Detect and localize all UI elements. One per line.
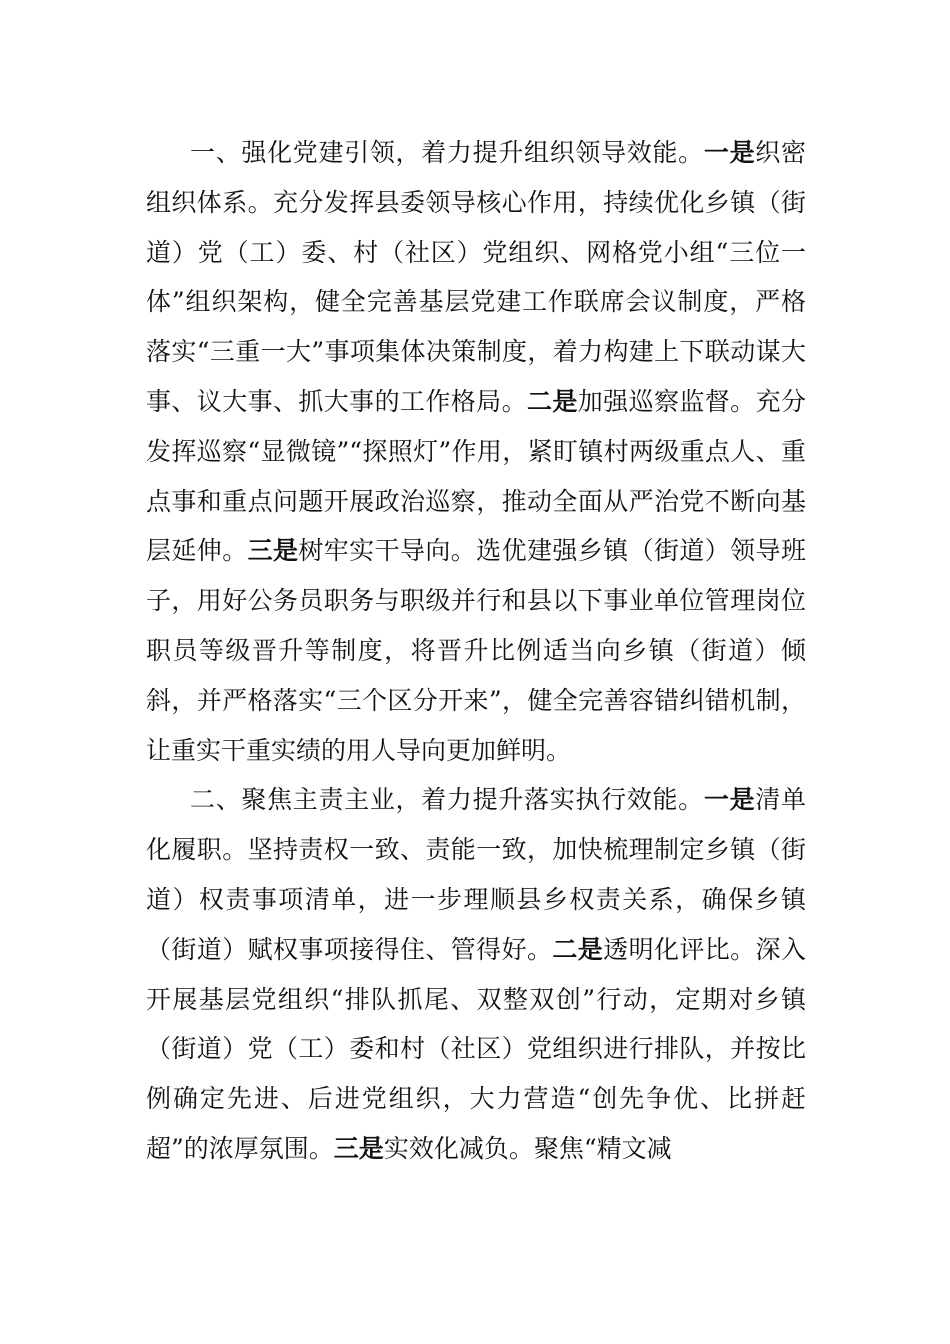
paragraph-2-text-c: 实效化减负。聚焦“精文减 xyxy=(383,1133,672,1163)
keyword-first: 一是 xyxy=(703,785,756,815)
paragraph-2-text-b: 透明化评比。深入开展基层党组织“排队抓尾、双整双创”行动，定期对乡镇（街道）党（工）委和村（社区）党组织进行排队，并按比例确定先进、后进党组织，大力营造“创先争优、比拼赶超”的浓厚氛围。 xyxy=(146,934,806,1163)
keyword-third: 三是 xyxy=(247,536,299,566)
paragraph-1-text-b: 加强巡察监督。充分发挥巡察“显微镜”“探照灯”作用，紧盯镇村两级重点人、重点事和重点问题开展政治巡察，推动全面从严治党不断向基层延伸。 xyxy=(146,386,806,566)
paragraph-1-text-a: 织密组织体系。充分发挥县委领导核心作用，持续优化乡镇（街道）党（工）委、村（社区）党组织、网格党小组“三位一体”组织架构，健全完善基层党建工作联席会议制度，严格落实“三重一大”事项集体决策制度，着力构建上下联动谋大事、议大事、抓大事的工作格局。 xyxy=(146,138,806,416)
paragraph-1-text-c: 树牢实干导向。选优建强乡镇（街道）领导班子，用好公务员职务与职级并行和县以下事业单位管理岗位职员等级晋升等制度，将晋升比例适当向乡镇（街道）倾斜，并严格落实“三个区分开来”，健全完善容错纠错机制，让重实干重实绩的用人导向更加鲜明。 xyxy=(146,536,806,765)
keyword-second: 二是 xyxy=(552,934,604,964)
keyword-first: 一是 xyxy=(703,138,756,167)
paragraph-2-heading: 二、聚焦主责主业，着力提升落实执行效能。 xyxy=(190,785,704,815)
paragraph-1 xyxy=(146,128,806,775)
document-page xyxy=(146,128,806,1174)
paragraph-2 xyxy=(146,775,806,1173)
keyword-second: 二是 xyxy=(526,386,578,416)
paragraph-2-text-a: 清单化履职。坚持责权一致、责能一致，加快梳理制定乡镇（街道）权责事项清单，进一步理顺县乡权责关系，确保乡镇（街道）赋权事项接得住、管得好。 xyxy=(146,785,806,964)
paragraph-1-heading: 一、强化党建引领，着力提升组织领导效能。 xyxy=(190,138,704,167)
keyword-third: 三是 xyxy=(333,1133,384,1163)
